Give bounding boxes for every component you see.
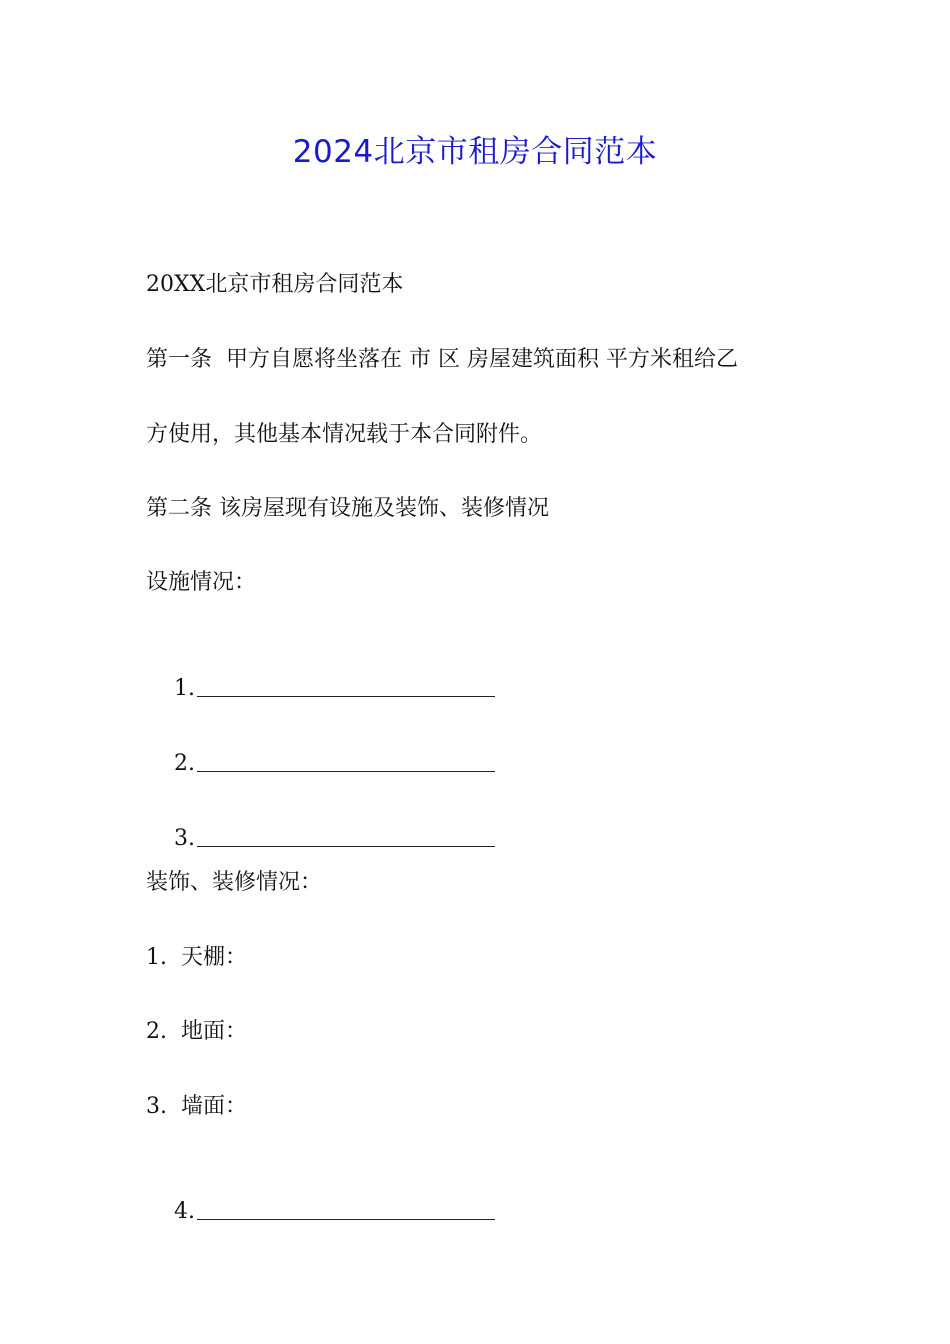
decoration-item xyxy=(146,1167,495,1257)
decoration-item-floor: 2. 地面： xyxy=(146,1019,247,1044)
decoration-item-number: 4. xyxy=(173,1199,195,1224)
fill-in-blank[interactable] xyxy=(197,770,495,772)
page-title: 2024北京市租房合同范本 xyxy=(292,134,658,170)
fill-in-blank[interactable] xyxy=(197,695,495,697)
facility-item-number: 2. xyxy=(173,751,195,776)
facility-item-number: 3. xyxy=(173,826,195,851)
article-1-line-1: 第一条 甲方自愿将坐落在 市 区 房屋建筑面积 平方米租给乙 xyxy=(146,347,738,372)
article-2-heading: 第二条 该房屋现有设施及装饰、装修情况 xyxy=(146,496,549,521)
decoration-item-ceiling: 1. 天棚： xyxy=(146,945,247,970)
document-subtitle: 20XX北京市租房合同范本 xyxy=(146,272,404,297)
facilities-heading: 设施情况： xyxy=(146,570,257,595)
fill-in-blank[interactable] xyxy=(197,1218,495,1220)
decoration-item-wall: 3. 墙面： xyxy=(146,1094,247,1119)
facility-item-number: 1. xyxy=(173,676,195,701)
fill-in-blank[interactable] xyxy=(197,845,495,847)
article-1-line-2: 方使用，其他基本情况载于本合同附件。 xyxy=(146,422,543,447)
decoration-heading: 装饰、装修情况： xyxy=(146,870,323,895)
